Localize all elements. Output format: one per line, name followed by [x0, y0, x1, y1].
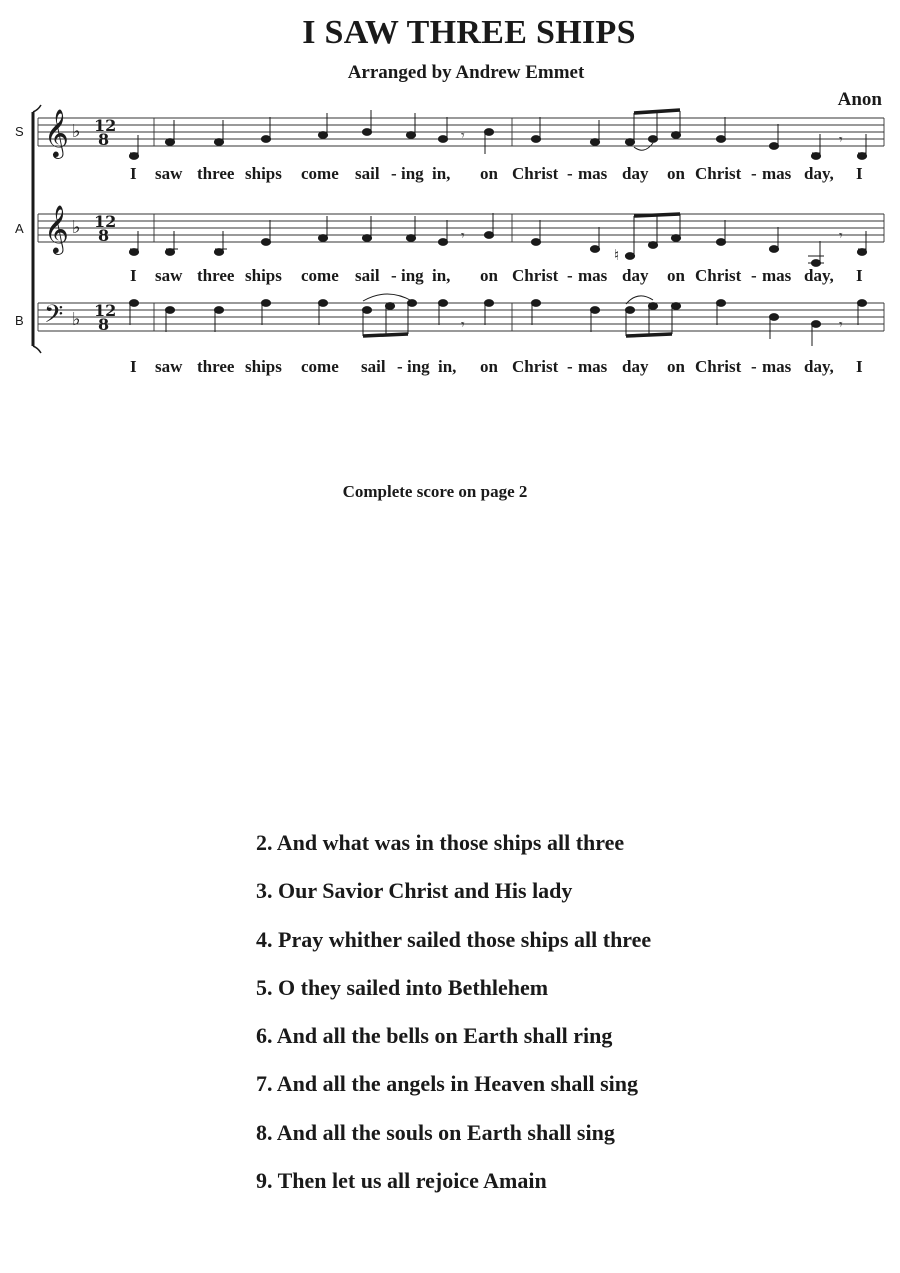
lyric-syllable: sail	[361, 357, 386, 376]
bass-clef: 𝄢	[44, 300, 64, 335]
lyric-syllable: -	[751, 357, 757, 376]
lyrics-bass	[0, 357, 900, 377]
lyric-syllable: on	[667, 164, 685, 183]
svg-text:𝄾: 𝄾	[839, 132, 843, 148]
lyric-syllable: -	[391, 164, 397, 183]
lyric-syllable: Christ	[695, 266, 742, 285]
lyric-syllable: on	[667, 357, 685, 376]
verse-7: 7. And all the angels in Heaven shall sing	[256, 1071, 639, 1097]
lyric-syllable: I	[856, 357, 863, 376]
lyric-syllable: ing	[407, 357, 430, 376]
flat-key-signature: ♭	[72, 121, 81, 142]
lyric-syllable: sail	[355, 164, 380, 183]
verse-8: 8. And all the souls on Earth shall sing	[256, 1119, 615, 1145]
composer-credit: Anon	[837, 89, 882, 110]
lyric-syllable: mas	[578, 266, 608, 285]
lyrics-alto	[0, 266, 900, 286]
voice-label-soprano: S	[15, 124, 24, 139]
verse-9: 9. Then let us all rejoice Amain	[256, 1168, 547, 1194]
lyric-syllable: mas	[762, 266, 792, 285]
lyric-syllable: sail	[355, 266, 380, 285]
lyric-syllable: on	[667, 266, 685, 285]
lyric-syllable: three	[197, 357, 235, 376]
lyric-syllable: ships	[245, 357, 282, 376]
lyric-syllable: ing	[401, 164, 424, 183]
lyric-syllable: -	[397, 357, 403, 376]
lyric-syllable: -	[751, 164, 757, 183]
lyric-syllable: ing	[401, 266, 424, 285]
lyric-syllable: -	[751, 266, 757, 285]
lyric-syllable: saw	[155, 266, 183, 285]
complete-score-note: Complete score on page 2	[342, 482, 528, 501]
song-title: I SAW THREE SHIPS	[302, 14, 636, 51]
lyric-syllable: three	[197, 164, 235, 183]
svg-text:𝄾: 𝄾	[461, 317, 465, 333]
time-signature-bottom: 8	[98, 226, 110, 245]
lyric-syllable: Christ	[695, 357, 742, 376]
lyric-syllable: in,	[438, 357, 457, 376]
music-score	[0, 0, 900, 400]
natural-sign: ♮	[614, 246, 620, 264]
lyric-syllable: saw	[155, 164, 183, 183]
lyric-syllable: mas	[762, 164, 792, 183]
lyric-syllable: I	[856, 266, 863, 285]
lyric-syllable: in,	[432, 266, 451, 285]
treble-clef: 𝄞	[44, 108, 69, 157]
lyric-syllable: -	[567, 266, 573, 285]
verse-list	[256, 830, 651, 1216]
lyric-syllable: on	[480, 266, 498, 285]
arranger-credit: Arranged by Andrew Emmet	[347, 62, 585, 83]
verse-4: 4. Pray whither sailed those ships all three	[256, 926, 652, 952]
lyrics-soprano	[0, 164, 900, 184]
lyric-syllable: ships	[245, 164, 282, 183]
time-signature-top: 12	[94, 301, 117, 320]
time-signature-bottom: 8	[98, 130, 110, 149]
lyric-syllable: in,	[432, 164, 451, 183]
flat-key-signature: ♭	[72, 217, 81, 238]
lyric-syllable: day	[622, 357, 649, 376]
svg-text:𝄾: 𝄾	[839, 228, 843, 244]
voice-label-alto: A	[15, 221, 24, 236]
lyric-syllable: day,	[804, 164, 834, 183]
lyric-syllable: Christ	[512, 266, 559, 285]
lyric-syllable: Christ	[512, 164, 559, 183]
lyric-syllable: day,	[804, 266, 834, 285]
time-signature-top: 12	[94, 116, 117, 135]
lyric-syllable: come	[301, 164, 339, 183]
time-signature-top: 12	[94, 212, 117, 231]
lyric-syllable: come	[301, 266, 339, 285]
time-signature-bottom: 8	[98, 315, 110, 334]
svg-text:𝄾: 𝄾	[461, 128, 465, 144]
lyric-syllable: saw	[155, 357, 183, 376]
svg-text:𝄾: 𝄾	[461, 228, 465, 244]
verse-6: 6. And all the bells on Earth shall ring	[256, 1023, 613, 1049]
lyric-syllable: I	[130, 357, 137, 376]
lyric-syllable: mas	[578, 164, 608, 183]
lyric-syllable: day,	[804, 357, 834, 376]
flat-key-signature: ♭	[72, 309, 81, 330]
lyric-syllable: come	[301, 357, 339, 376]
lyric-syllable: I	[856, 164, 863, 183]
lyric-syllable: day	[622, 164, 649, 183]
lyric-syllable: ships	[245, 266, 282, 285]
lyric-syllable: Christ	[512, 357, 559, 376]
lyric-syllable: -	[391, 266, 397, 285]
lyric-syllable: day	[622, 266, 649, 285]
treble-clef: 𝄞	[44, 204, 69, 253]
lyric-syllable: I	[130, 266, 137, 285]
verse-3: 3. Our Savior Christ and His lady	[256, 878, 573, 904]
verse-5: 5. O they sailed into Bethlehem	[256, 974, 549, 1000]
verse-2: 2. And what was in those ships all three	[256, 830, 625, 855]
lyric-syllable: mas	[578, 357, 608, 376]
lyric-syllable: three	[197, 266, 235, 285]
svg-text:𝄾: 𝄾	[839, 317, 843, 333]
system-bracket	[33, 105, 41, 353]
lyric-syllable: -	[567, 164, 573, 183]
lyric-syllable: on	[480, 164, 498, 183]
lyric-syllable: mas	[762, 357, 792, 376]
lyric-syllable: Christ	[695, 164, 742, 183]
lyric-syllable: -	[567, 357, 573, 376]
lyric-syllable: on	[480, 357, 498, 376]
lyric-syllable: I	[130, 164, 137, 183]
voice-label-bass: B	[15, 313, 24, 328]
